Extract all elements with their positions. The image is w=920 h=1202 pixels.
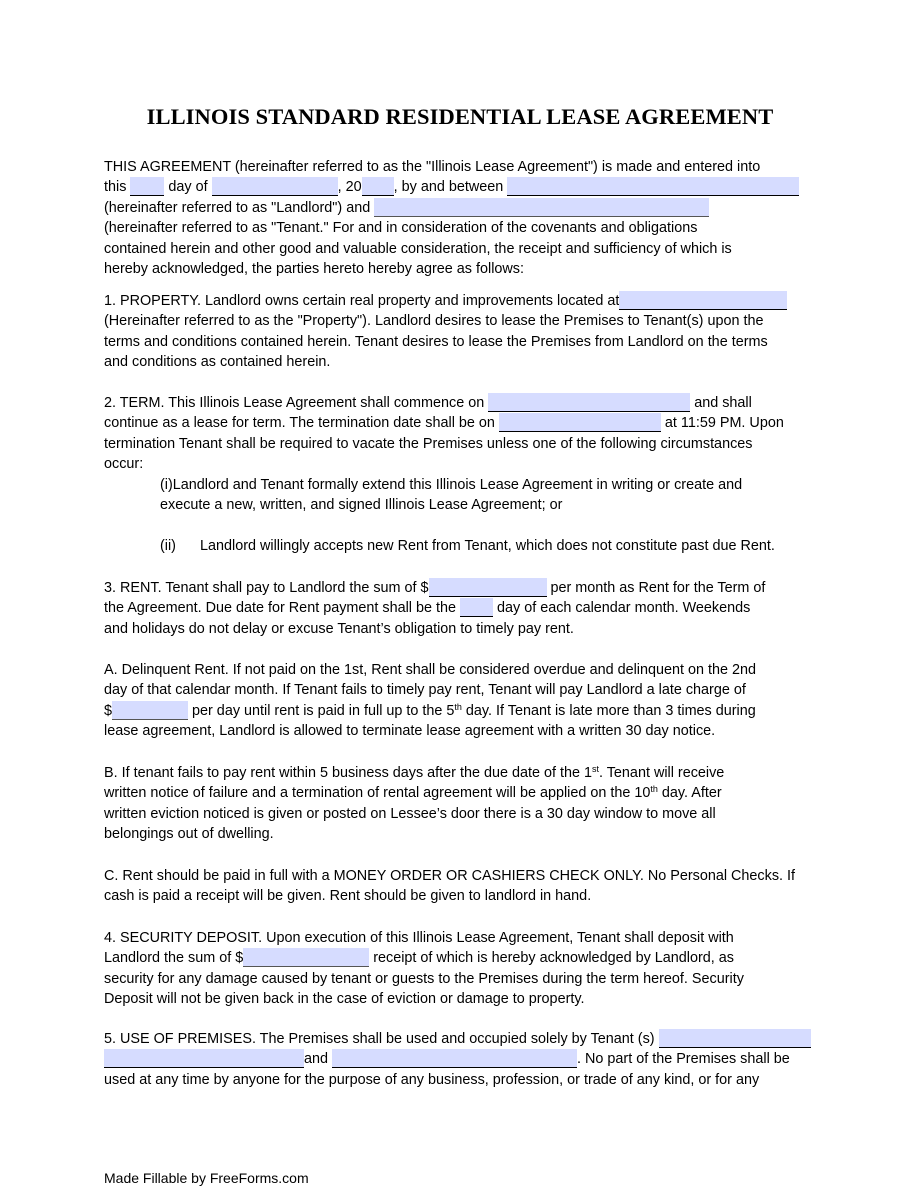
property-text: and conditions as contained herein. bbox=[104, 354, 331, 371]
deposit-text: security for any damage caused by tenant or guests to the Premises during the term hereof. Security bbox=[104, 970, 744, 987]
clause-c-section bbox=[104, 866, 824, 907]
delinquent-text: per day until rent is paid in full up to the 5 bbox=[188, 702, 455, 719]
commence-date-field[interactable] bbox=[488, 393, 690, 412]
superscript: th bbox=[454, 701, 462, 712]
intro-text: (hereinafter referred to as "Landlord") and bbox=[104, 199, 375, 216]
property-text: terms and conditions contained herein. Tenant desires to lease the Premises from Landlord on the terms bbox=[104, 333, 768, 350]
term-text: occur: bbox=[104, 456, 144, 473]
rent-text: the Agreement. Due date for Rent payment shall be the bbox=[104, 600, 460, 617]
clause-b-text: written eviction noticed is given or posted on Lessee’s door there is a 30 day window to move all bbox=[104, 805, 716, 822]
intro-line-5: contained herein and other good and valuable consideration, the receipt and sufficiency of which is bbox=[104, 240, 732, 257]
superscript: th bbox=[650, 784, 658, 795]
security-deposit-section bbox=[104, 928, 824, 1010]
list-item-i-text: execute a new, written, and signed Illinois Lease Agreement; or bbox=[160, 496, 563, 513]
rent-amount-field[interactable] bbox=[429, 578, 547, 597]
tenant-1-field[interactable] bbox=[659, 1029, 811, 1048]
term-text: termination Tenant shall be required to vacate the Premises unless one of the following circumstances bbox=[104, 435, 753, 452]
clause-b-section bbox=[104, 763, 824, 845]
use-text: . No part of the Premises shall be bbox=[577, 1051, 790, 1068]
landlord-name-field[interactable] bbox=[507, 177, 799, 196]
deposit-text: receipt of which is hereby acknowledged by Landlord, as bbox=[369, 950, 734, 967]
clause-b-text: written notice of failure and a termination of rental agreement will be applied on the 10 bbox=[104, 785, 651, 802]
delinquent-text: lease agreement, Landlord is allowed to terminate lease agreement with a written 30 day notice. bbox=[104, 723, 716, 740]
intro-line-1: THIS AGREEMENT (hereinafter referred to as the "Illinois Lease Agreement") is made and entered into bbox=[104, 159, 761, 175]
list-label-ii: (ii) bbox=[160, 537, 176, 554]
term-text: 2. TERM. This Illinois Lease Agreement shall commence on bbox=[104, 395, 489, 411]
rent-text: 3. RENT. Tenant shall pay to Landlord the sum of $ bbox=[104, 580, 429, 596]
delinquent-text: $ bbox=[104, 702, 113, 719]
intro-text: , 20 bbox=[337, 179, 362, 196]
term-section bbox=[104, 393, 824, 556]
list-item-ii-text: Landlord willingly accepts new Rent from Tenant, which does not constitute past due Rent. bbox=[200, 537, 775, 554]
tenant-3-field[interactable] bbox=[332, 1049, 577, 1068]
property-text: 1. PROPERTY. Landlord owns certain real property and improvements located at bbox=[104, 293, 620, 309]
rent-text: per month as Rent for the Term of bbox=[546, 580, 766, 596]
rent-section bbox=[104, 578, 824, 639]
clause-b-text: day. After bbox=[657, 785, 722, 802]
tenant-name-field[interactable] bbox=[374, 198, 709, 217]
delinquent-text: A. Delinquent Rent. If not paid on the 1st, Rent shall be considered overdue and delinquent on the 2nd bbox=[104, 662, 757, 678]
year-field[interactable] bbox=[362, 177, 394, 196]
rent-text: day of each calendar month. Weekends bbox=[493, 600, 751, 617]
clause-c-text: C. Rent should be paid in full with a MONEY ORDER OR CASHIERS CHECK ONLY. No Personal Checks. If bbox=[104, 868, 796, 884]
month-field[interactable] bbox=[212, 177, 338, 196]
property-section bbox=[104, 291, 824, 373]
use-text: and bbox=[304, 1051, 333, 1068]
list-item-i-text: Landlord and Tenant formally extend this Illinois Lease Agreement in writing or create and bbox=[172, 476, 743, 493]
tenant-2-field[interactable] bbox=[104, 1049, 304, 1068]
rent-text: and holidays do not delay or excuse Tenant’s obligation to timely pay rent. bbox=[104, 620, 574, 637]
use-of-premises-section bbox=[104, 1029, 824, 1090]
intro-text: this bbox=[104, 179, 131, 196]
termination-date-field[interactable] bbox=[499, 413, 661, 432]
intro-paragraph bbox=[104, 157, 824, 279]
deposit-text: 4. SECURITY DEPOSIT. Upon execution of this Illinois Lease Agreement, Tenant shall deposit with bbox=[104, 930, 734, 946]
deposit-amount-field[interactable] bbox=[243, 948, 369, 967]
intro-line-6: hereby acknowledged, the parties hereto hereby agree as follows: bbox=[104, 260, 524, 277]
intro-text: day of bbox=[164, 179, 212, 196]
clause-b-text: B. If tenant fails to pay rent within 5 business days after the due date of the 1 bbox=[104, 765, 592, 781]
term-text: continue as a lease for term. The termination date shall be on bbox=[104, 415, 499, 432]
intro-text: , by and between bbox=[393, 179, 508, 196]
clause-c-text: cash is paid a receipt will be given. Rent should be given to landlord in hand. bbox=[104, 888, 592, 905]
intro-line-4: (hereinafter referred to as "Tenant." For and in consideration of the covenants and obligations bbox=[104, 220, 698, 237]
footer-credit: Made Fillable by FreeForms.com bbox=[104, 1170, 309, 1186]
clause-b-text: belongings out of dwelling. bbox=[104, 826, 274, 843]
deposit-text: Landlord the sum of $ bbox=[104, 950, 244, 967]
due-day-field[interactable] bbox=[460, 598, 493, 617]
property-text: (Hereinafter referred to as the "Property"). Landlord desires to lease the Premises to Tenant(s) upon the bbox=[104, 313, 764, 330]
property-address-field[interactable] bbox=[619, 291, 787, 310]
late-charge-field[interactable] bbox=[112, 701, 188, 720]
use-text: used at any time by anyone for the purpose of any business, profession, or trade of any kind, or for any bbox=[104, 1071, 760, 1088]
use-text: 5. USE OF PREMISES. The Premises shall be used and occupied solely by Tenant (s) bbox=[104, 1031, 659, 1047]
delinquent-rent-section bbox=[104, 660, 824, 742]
list-label-i: (i) bbox=[160, 476, 173, 493]
term-text: and shall bbox=[690, 395, 752, 411]
deposit-text: Deposit will not be given back in the case of eviction or damage to property. bbox=[104, 991, 585, 1008]
superscript: st bbox=[591, 764, 599, 774]
clause-b-text: . Tenant will receive bbox=[599, 765, 725, 781]
delinquent-text: day of that calendar month. If Tenant fails to timely pay rent, Tenant will pay Landlord a late charge of bbox=[104, 682, 746, 699]
delinquent-text: day. If Tenant is late more than 3 times during bbox=[461, 702, 756, 719]
day-field[interactable] bbox=[130, 177, 164, 196]
document-title: ILLINOIS STANDARD RESIDENTIAL LEASE AGREEMENT bbox=[146, 104, 774, 129]
term-text: at 11:59 PM. Upon bbox=[660, 415, 784, 432]
